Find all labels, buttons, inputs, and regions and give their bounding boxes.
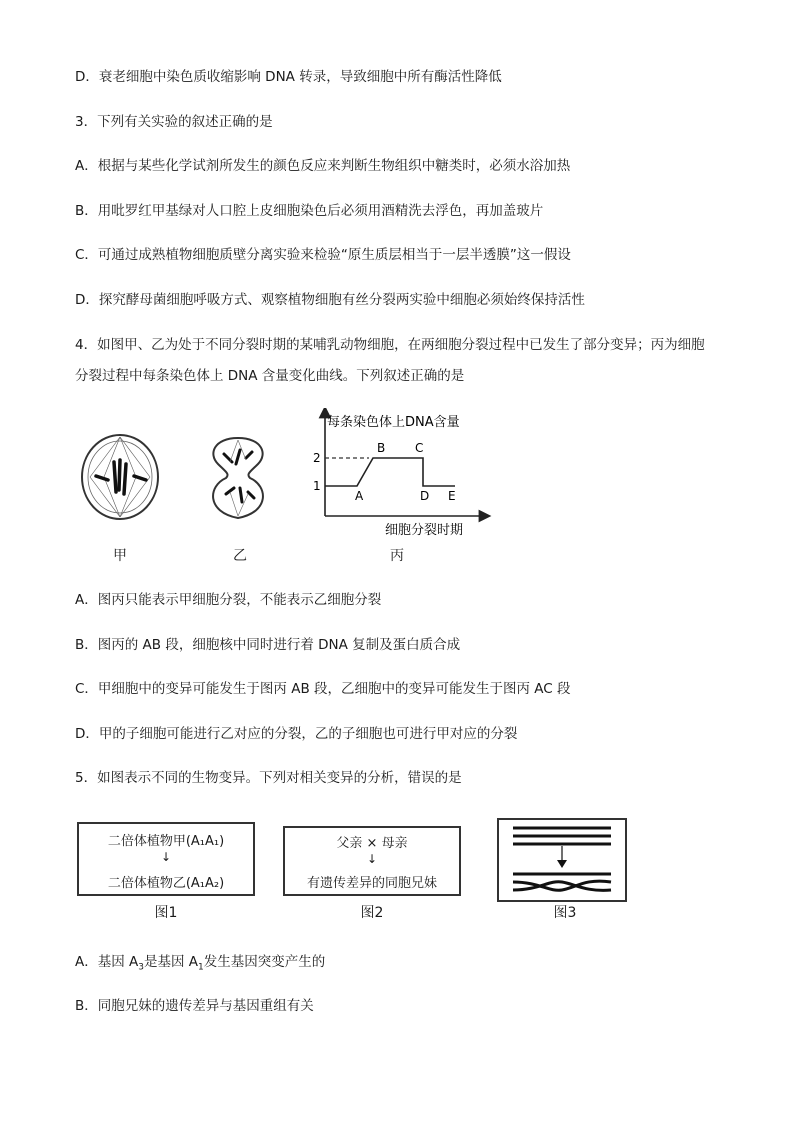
dna-curve [325, 458, 455, 486]
q3-stem: 3．下列有关实验的叙述正确的是 [75, 114, 273, 130]
figure-1-top-text: 二倍体植物甲(A₁A₁) [107, 834, 225, 849]
cell-yi-figure [200, 432, 276, 524]
figure-1-bottom-text: 二倍体植物乙(A₁A₂) [107, 876, 225, 891]
q4-stem-line1: 4．如图甲、乙为处于不同分裂时期的某哺乳动物细胞，在两细胞分裂过程中已发生了部分变异；丙为细胞 [75, 337, 705, 353]
tick-1: 1 [313, 479, 321, 493]
point-b-label: B [377, 441, 386, 455]
q3-option-d: D．探究酵母菌细胞呼吸方式、观察植物细胞有丝分裂两实验中细胞必须始终保持活性 [75, 292, 585, 308]
figure-2-top-text: 父亲 × 母亲 [336, 836, 408, 851]
figure-2-arrow: ↓ [366, 852, 378, 866]
figure-1-box [77, 822, 255, 896]
q4-option-a: A．图丙只能表示甲细胞分裂，不能表示乙细胞分裂 [75, 592, 382, 608]
q5a-sub-3: 3 [138, 962, 144, 973]
q3-option-a: A．根据与某些化学试剂所发生的颜色反应来判断生物组织中糖类时，必须水浴加热 [75, 158, 571, 174]
figure-1-arrow: ↓ [160, 850, 172, 864]
q5a-pre: A．基因 A [75, 954, 139, 970]
cell-jia-figure [78, 432, 162, 522]
q5a-post: 发生基因突变产生的 [203, 954, 326, 970]
q5-option-a [75, 953, 325, 977]
q2-option-d: D．衰老细胞中染色质收缩影响 DNA 转录，导致细胞中所有酶活性降低 [75, 69, 502, 85]
chromosome-crossover-diagram [499, 820, 625, 900]
figure-2-box [283, 826, 461, 896]
dna-content-chart [305, 408, 505, 538]
figure-2-bottom-text: 有遗传差异的同胞兄妹 [306, 876, 437, 891]
figure-2-caption: 图2 [360, 905, 384, 921]
tick-2: 2 [313, 451, 321, 465]
caption-jia: 甲 [113, 548, 127, 564]
q5-option-b: B．同胞兄妹的遗传差异与基因重组有关 [75, 998, 314, 1014]
caption-bing: 丙 [390, 548, 404, 564]
q5-stem: 5．如图表示不同的生物变异。下列对相关变异的分析，错误的是 [75, 770, 462, 786]
point-d-label: D [420, 489, 430, 503]
q4-option-b: B．图丙的 AB 段，细胞核中同时进行着 DNA 复制及蛋白质合成 [75, 637, 461, 653]
q4-stem-line2: 分裂过程中每条染色体上 DNA 含量变化曲线。下列叙述正确的是 [75, 368, 465, 384]
caption-yi: 乙 [233, 548, 247, 564]
point-c-label: C [415, 441, 424, 455]
q4-option-c: C．甲细胞中的变异可能发生于图丙 AB 段，乙细胞中的变异可能发生于图丙 AC 段 [75, 681, 571, 697]
figure-3-box [497, 818, 627, 902]
q3-option-b: B．用吡罗红甲基绿对人口腔上皮细胞染色后必须用酒精洗去浮色，再加盖玻片 [75, 203, 544, 219]
y-axis-label: 每条染色体上DNA含量 [327, 415, 460, 430]
q3-option-c: C．可通过成熟植物细胞质壁分离实验来检验“原生质层相当于一层半透膜”这一假设 [75, 247, 571, 263]
figure-1-caption: 图1 [154, 905, 178, 921]
q5a-mid: 是基因 A [144, 954, 199, 970]
point-a-label: A [355, 489, 364, 503]
q5a-sub-1: 1 [198, 962, 204, 973]
x-axis-label: 细胞分裂时期 [385, 523, 464, 538]
figure-3-caption: 图3 [553, 905, 577, 921]
point-e-label: E [448, 489, 456, 503]
q4-option-d: D．甲的子细胞可能进行乙对应的分裂，乙的子细胞也可进行甲对应的分裂 [75, 726, 518, 742]
